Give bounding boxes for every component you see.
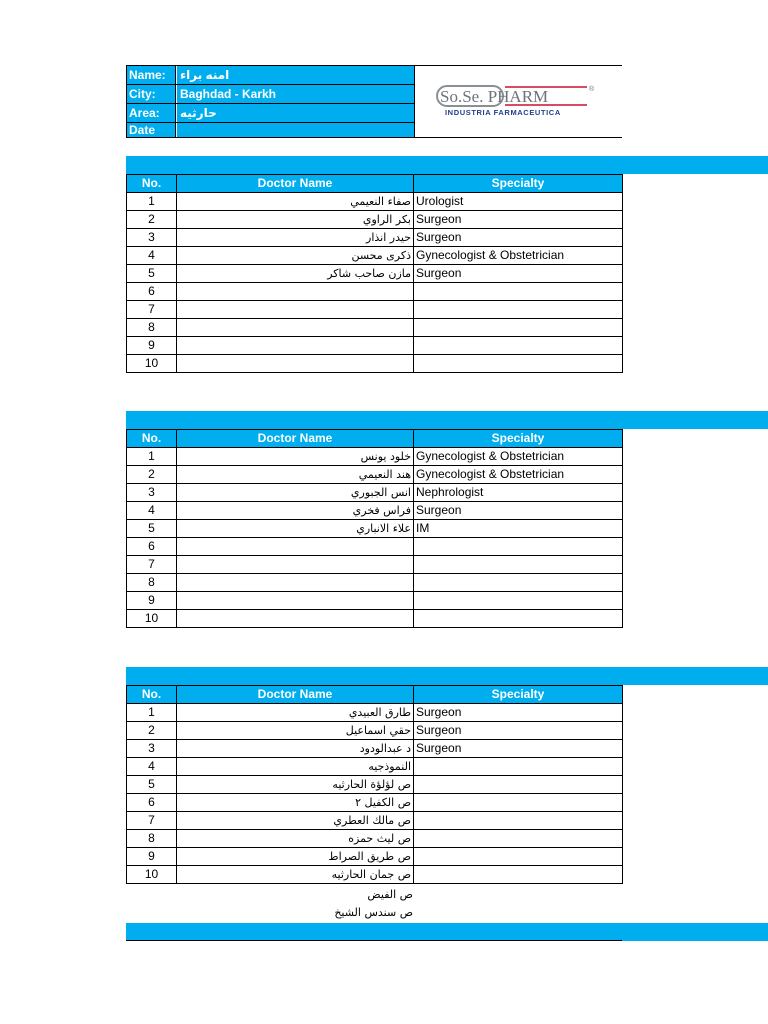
doctor-name-cell[interactable]: حقي اسماعيل — [177, 722, 414, 740]
specialty-cell[interactable]: Surgeon — [414, 704, 623, 722]
date-label: Date — [127, 123, 176, 137]
row-number: 5 — [127, 265, 177, 283]
divider — [126, 940, 622, 941]
row-number: 6 — [127, 794, 177, 812]
doctor-name-cell[interactable] — [177, 337, 414, 355]
row-number: 9 — [127, 848, 177, 866]
doctor-name-cell[interactable] — [177, 574, 414, 592]
doctor-name-cell[interactable]: ص ليث حمزه — [177, 830, 414, 848]
specialty-cell[interactable] — [414, 848, 623, 866]
table-row — [127, 265, 623, 283]
table-row — [127, 448, 623, 466]
table-row — [127, 520, 623, 538]
doctor-name-cell[interactable] — [177, 283, 414, 301]
date-row — [127, 123, 414, 137]
row-number: 1 — [127, 448, 177, 466]
row-number: 3 — [127, 484, 177, 502]
table-row — [127, 484, 623, 502]
doctor-name-cell[interactable]: علاء الانباري — [177, 520, 414, 538]
header-block — [126, 65, 622, 138]
row-number: 10 — [127, 866, 177, 884]
table-row — [127, 866, 623, 884]
specialty-cell[interactable] — [414, 319, 623, 337]
logo-brand: So.Se. PHARM — [440, 87, 549, 106]
doctor-name-cell[interactable]: طارق العبيدي — [177, 704, 414, 722]
section-band-bottom — [126, 923, 768, 941]
specialty-cell[interactable]: Gynecologist & Obstetrician — [414, 247, 623, 265]
table-row — [127, 722, 623, 740]
doctor-name-cell[interactable] — [177, 301, 414, 319]
col-header-doctor: Doctor Name — [177, 175, 414, 193]
section-band — [126, 667, 768, 685]
date-value[interactable] — [177, 123, 414, 137]
specialty-cell[interactable] — [414, 610, 623, 628]
col-header-doctor: Doctor Name — [177, 686, 414, 704]
table-row — [127, 776, 623, 794]
row-number: 9 — [127, 592, 177, 610]
table-row — [127, 319, 623, 337]
specialty-cell[interactable]: Surgeon — [414, 265, 623, 283]
extra-entry[interactable]: ص سندس الشيخ — [334, 906, 413, 919]
table-row — [127, 211, 623, 229]
row-number: 3 — [127, 229, 177, 247]
row-number: 4 — [127, 247, 177, 265]
specialty-cell[interactable]: IM — [414, 520, 623, 538]
col-header-no: No. — [127, 175, 177, 193]
doctor-name-cell[interactable]: حيدر انذار — [177, 229, 414, 247]
row-number: 6 — [127, 538, 177, 556]
section-band — [126, 156, 768, 174]
extra-entry[interactable]: ص الفيض — [367, 888, 413, 901]
doctor-name-cell[interactable] — [177, 592, 414, 610]
specialty-cell[interactable]: Surgeon — [414, 229, 623, 247]
row-number: 8 — [127, 319, 177, 337]
name-label: Name: — [127, 66, 176, 84]
col-header-doctor: Doctor Name — [177, 430, 414, 448]
logo-tagline: INDUSTRIA FARMACEUTICA — [445, 108, 561, 117]
doctor-name-cell[interactable]: صفاء النعيمي — [177, 193, 414, 211]
table-row — [127, 610, 623, 628]
doctor-name-cell[interactable]: ص طريق الصراط — [177, 848, 414, 866]
row-number: 10 — [127, 355, 177, 373]
table-row — [127, 574, 623, 592]
specialty-cell[interactable]: Gynecologist & Obstetrician — [414, 466, 623, 484]
doctor-name-cell[interactable] — [177, 556, 414, 574]
doctor-name-cell[interactable]: ص جمان الحارثيه — [177, 866, 414, 884]
table-row — [127, 848, 623, 866]
specialty-cell[interactable]: Surgeon — [414, 502, 623, 520]
specialty-cell[interactable]: Surgeon — [414, 740, 623, 758]
specialty-cell[interactable]: Gynecologist & Obstetrician — [414, 448, 623, 466]
row-number: 6 — [127, 283, 177, 301]
doctor-name-cell[interactable] — [177, 538, 414, 556]
table-row — [127, 812, 623, 830]
doctor-table — [126, 429, 623, 628]
row-number: 7 — [127, 301, 177, 319]
row-number: 9 — [127, 337, 177, 355]
name-row — [127, 66, 414, 84]
doctor-name-cell[interactable]: د عبدالودود — [177, 740, 414, 758]
table-row — [127, 193, 623, 211]
table-row — [127, 592, 623, 610]
city-value[interactable]: Baghdad - Karkh — [177, 85, 414, 103]
doctor-name-cell[interactable]: ص الكفيل ٢ — [177, 794, 414, 812]
section-band — [126, 411, 768, 429]
row-number: 3 — [127, 740, 177, 758]
name-value[interactable]: امنه براء — [177, 66, 414, 84]
doctor-name-cell[interactable]: مازن صاحب شاكر — [177, 265, 414, 283]
area-label: Area: — [127, 104, 176, 122]
specialty-cell[interactable] — [414, 866, 623, 884]
row-number: 5 — [127, 520, 177, 538]
doctor-name-cell[interactable]: ص مالك العطري — [177, 812, 414, 830]
specialty-cell[interactable] — [414, 556, 623, 574]
specialty-cell[interactable] — [414, 283, 623, 301]
col-header-specialty: Specialty — [414, 430, 623, 448]
row-number: 4 — [127, 758, 177, 776]
doctor-table — [126, 174, 623, 373]
company-logo — [414, 66, 622, 137]
col-header-specialty: Specialty — [414, 686, 623, 704]
area-value[interactable]: حارثيه — [177, 104, 414, 122]
doctor-name-cell[interactable]: بكر الراوي — [177, 211, 414, 229]
row-number: 2 — [127, 722, 177, 740]
specialty-cell[interactable] — [414, 776, 623, 794]
col-header-no: No. — [127, 430, 177, 448]
specialty-cell[interactable]: Surgeon — [414, 722, 623, 740]
row-number: 5 — [127, 776, 177, 794]
table-row — [127, 830, 623, 848]
specialty-cell[interactable] — [414, 758, 623, 776]
table-row — [127, 355, 623, 373]
table-row — [127, 301, 623, 319]
doctor-table — [126, 685, 623, 884]
table-row — [127, 758, 623, 776]
specialty-cell[interactable]: Surgeon — [414, 211, 623, 229]
doctor-name-cell[interactable] — [177, 610, 414, 628]
row-number: 8 — [127, 830, 177, 848]
specialty-cell[interactable] — [414, 592, 623, 610]
col-header-specialty: Specialty — [414, 175, 623, 193]
city-row — [127, 85, 414, 103]
doctor-name-cell[interactable] — [177, 355, 414, 373]
table-row — [127, 794, 623, 812]
table-row — [127, 740, 623, 758]
row-number: 8 — [127, 574, 177, 592]
row-number: 1 — [127, 193, 177, 211]
row-number: 10 — [127, 610, 177, 628]
specialty-cell[interactable] — [414, 812, 623, 830]
doctor-name-cell[interactable]: انس الجبوري — [177, 484, 414, 502]
specialty-cell[interactable]: Nephrologist — [414, 484, 623, 502]
specialty-cell[interactable] — [414, 355, 623, 373]
doctor-name-cell[interactable]: النموذجيه — [177, 758, 414, 776]
city-label: City: — [127, 85, 176, 103]
table-row — [127, 538, 623, 556]
row-number: 2 — [127, 466, 177, 484]
table-row — [127, 247, 623, 265]
table-row — [127, 704, 623, 722]
specialty-cell[interactable]: Urologist — [414, 193, 623, 211]
row-number: 4 — [127, 502, 177, 520]
table-row — [127, 283, 623, 301]
specialty-cell[interactable] — [414, 301, 623, 319]
col-header-no: No. — [127, 686, 177, 704]
specialty-cell[interactable] — [414, 794, 623, 812]
specialty-cell[interactable] — [414, 830, 623, 848]
doctor-name-cell[interactable]: خلود يونس — [177, 448, 414, 466]
specialty-cell[interactable] — [414, 574, 623, 592]
row-number: 7 — [127, 812, 177, 830]
doctor-name-cell[interactable]: هند النعيمي — [177, 466, 414, 484]
table-row — [127, 337, 623, 355]
doctor-name-cell[interactable]: ص لؤلؤة الحارثيه — [177, 776, 414, 794]
table-row — [127, 466, 623, 484]
specialty-cell[interactable] — [414, 538, 623, 556]
registered-mark: ® — [589, 86, 595, 93]
table-row — [127, 502, 623, 520]
area-row — [127, 104, 414, 122]
doctor-name-cell[interactable] — [177, 319, 414, 337]
row-number: 1 — [127, 704, 177, 722]
doctor-name-cell[interactable]: ذكرى محسن — [177, 247, 414, 265]
specialty-cell[interactable] — [414, 337, 623, 355]
row-number: 2 — [127, 211, 177, 229]
table-row — [127, 229, 623, 247]
doctor-name-cell[interactable]: فراس فخري — [177, 502, 414, 520]
table-row — [127, 556, 623, 574]
row-number: 7 — [127, 556, 177, 574]
